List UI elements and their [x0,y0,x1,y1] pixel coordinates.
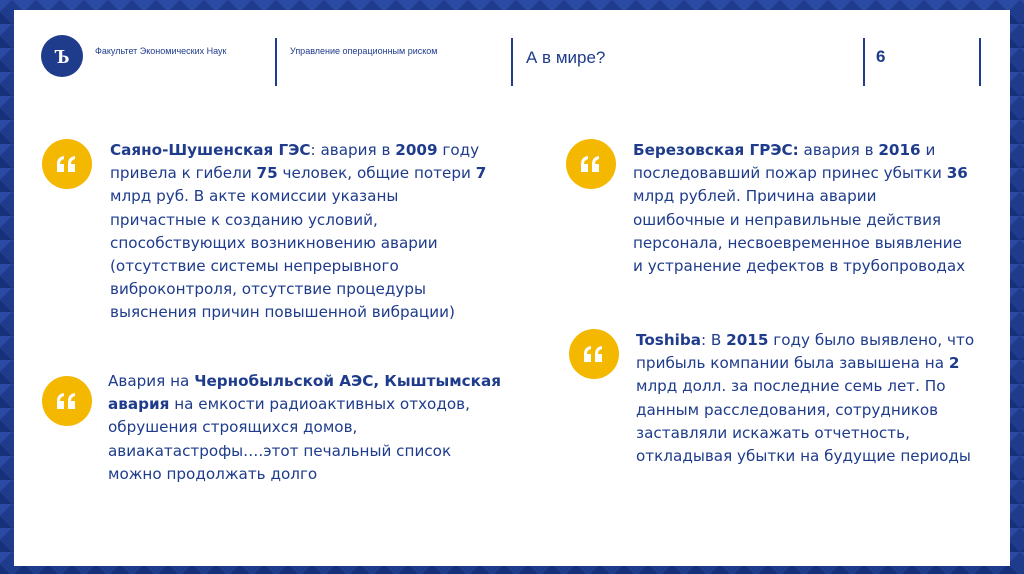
text-line: обрушения строящихся домов, [108,418,358,437]
hse-logo-icon [41,35,83,77]
text-span: и [920,141,936,159]
quote-icon [42,376,92,426]
text-line: способствующих возникновению аварии [110,233,438,252]
berezovskaya-incident-text [633,139,1003,278]
text-span: привела к гибели [110,164,257,183]
text-line: откладывая убытки на будущие периоды [636,447,971,466]
course-name: Управление операционным риском [290,46,438,56]
text-span: 2016 [878,141,921,159]
text-line: выяснения причин повышенной вибрации) [110,303,455,322]
text-line: и устранение дефектов в трубопроводах [633,257,966,276]
page-number: 6 [876,47,886,66]
text-span: 36 [946,164,968,183]
text-line: ошибочные и неправильные действия [633,210,942,229]
text-span: человек, общие потери [277,164,476,183]
header-divider [275,38,277,86]
text-line: причастные к созданию условий, [110,210,378,229]
text-span: 2 [948,354,960,373]
header-divider [863,38,865,86]
text-span: прибыль компании была завышена на [636,354,949,373]
text-line: авиакатастрофы….этот печальный список [108,441,452,460]
slide [14,10,1010,566]
text-span: 75 [256,164,278,183]
text-span: на емкости радиоактивных отходов, [169,395,470,414]
text-line: (отсутствие системы непрерывного [110,257,399,276]
header-divider [979,38,981,86]
text-line: персонала, несвоевременное выявление [633,233,962,252]
text-line: млрд руб. В акте комиссии указаны [110,187,399,206]
text-line: млрд рублей. Причина аварии [633,187,877,206]
text-span: 2009 [395,141,438,159]
faculty-name: Факультет Экономических Наук [95,46,227,56]
text-line: можно продолжать долго [108,464,318,483]
text-span: авария [108,395,170,414]
text-span: Авария на [108,372,195,390]
chernobyl-incident-text [108,370,508,486]
text-span: году было выявлено, что [768,331,975,349]
svg-text:Ъ: Ъ [54,46,70,68]
text-line: млрд долл. за последние семь лет. По [636,377,946,396]
quote-icon [42,139,92,189]
text-span: 7 [475,164,487,183]
text-span: году [437,141,480,159]
toshiba-incident-text [636,329,1006,468]
header-divider [511,38,513,86]
quote-icon [569,329,619,379]
text-line: виброконтроля, отсутствие процедуры [110,280,426,299]
text-line: данным расследования, сотрудников [636,400,939,419]
text-span: : В [700,331,727,349]
text-span: Чернобыльской АЭС, Кыштымская [194,372,501,390]
text-line: заставляли искажать отчетность, [636,423,910,442]
text-span: авария в [798,141,879,159]
text-span: Toshiba [636,331,701,349]
page-title: А в мире? [526,48,606,67]
text-span: Березовская ГРЭС: [633,141,799,159]
text-span: последовавший пожар принес убытки [633,164,947,183]
text-span: Саяно-Шушенская ГЭС [110,141,311,159]
quote-icon [566,139,616,189]
text-span: : авария в [310,141,396,159]
sayano-incident-text [110,139,500,325]
text-span: 2015 [726,331,769,349]
